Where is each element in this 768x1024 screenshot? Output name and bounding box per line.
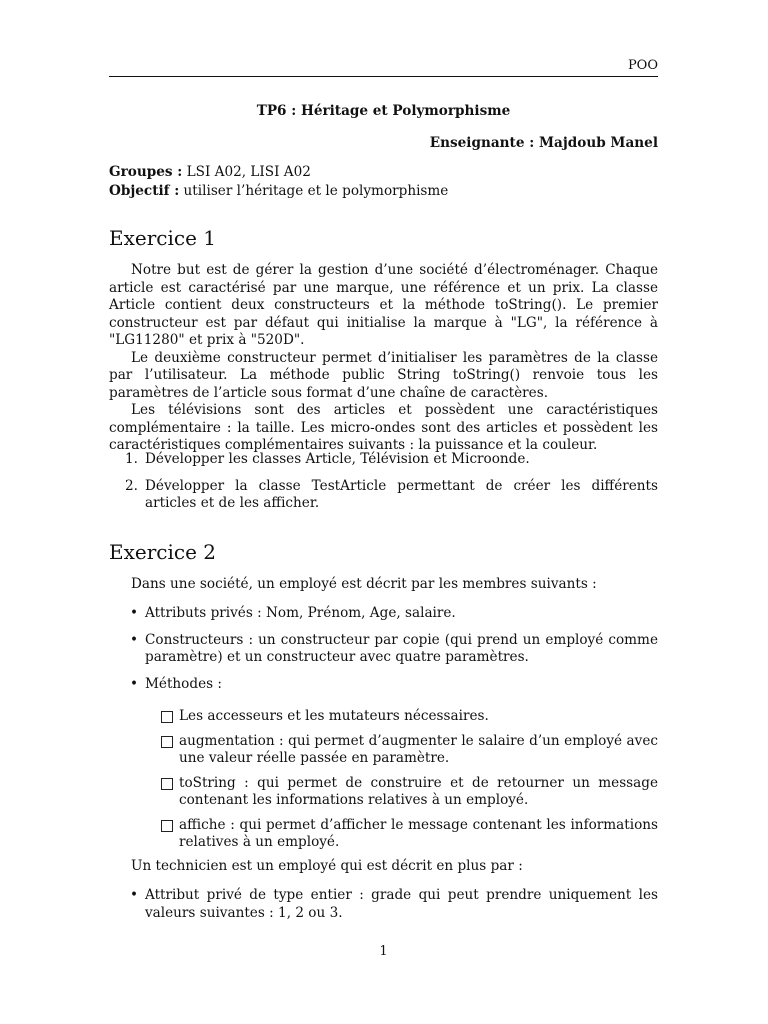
objective-value: utiliser l’héritage et le polymorphisme (179, 183, 449, 199)
item-number: 2. (125, 477, 138, 494)
groups-label: Groupes : (109, 164, 183, 180)
list-item (109, 451, 658, 469)
exercise-2-heading: Exercice 2 (109, 540, 216, 564)
technician-paragraph: Un technicien est un employé qui est décrit en plus par : (131, 858, 523, 874)
exercise-1-tasks (109, 451, 658, 522)
page-number: 1 (379, 944, 388, 959)
sublist-item (109, 733, 658, 768)
groups-value: LSI A02, LISI A02 (182, 164, 311, 180)
technician-members-list (109, 887, 658, 931)
exercise-2-intro (109, 576, 658, 594)
item-text: Les accesseurs et les mutateurs nécessaires. (179, 708, 489, 724)
groups-line (109, 163, 658, 182)
bullet-icon: • (130, 887, 139, 903)
list-item (109, 887, 658, 922)
item-number: 1. (125, 451, 138, 467)
course-name: POO (627, 58, 658, 73)
sublist-item (109, 708, 658, 726)
item-text: toString : qui permet de construire et de retourner un message contenant les informations relatives à un employé. (179, 774, 658, 808)
running-header (109, 56, 658, 77)
exercise-2-paragraph: Dans une société, un employé est décrit par les membres suivants : (131, 576, 597, 592)
teacher-name: Enseignante : Majdoub Manel (429, 135, 658, 151)
item-text: Méthodes : (145, 675, 222, 692)
item-text: Développer les classes Article, Télévision et Microonde. (145, 451, 530, 467)
checkbox-square-icon (161, 820, 173, 832)
methods-sublist (109, 708, 658, 859)
item-text: Attributs privés : Nom, Prénom, Age, salaire. (145, 605, 456, 621)
bullet-icon: • (130, 605, 139, 621)
list-item (109, 632, 658, 667)
checkbox-square-icon (161, 736, 173, 748)
employee-members-list (109, 605, 658, 702)
item-text: Développer la classe TestArticle permettant de créer les différents articles et de les afficher. (145, 477, 658, 511)
meta-block (109, 163, 658, 201)
bullet-icon: • (130, 631, 139, 648)
item-text: Attribut privé de type entier : grade qui peut prendre uniquement les valeurs suivantes : 1, 2 ou 3. (145, 887, 658, 921)
item-text: Constructeurs : un constructeur par copie (qui prend un employé comme paramètre) et un constructeur avec quatre paramètres. (145, 631, 658, 665)
sublist-item (109, 775, 658, 810)
objective-label: Objectif : (109, 183, 180, 199)
item-text: affiche : qui permet d’afficher le message contenant les informations relatives à un employé. (179, 816, 658, 850)
list-item (109, 478, 658, 513)
exercise-1-paragraph: Le deuxième constructeur permet d’initialiser les paramètres de la classe par l’utilisateur. La méthode public String toString() renvoie tous les paramètres de l’article sous format d’une chaîne de caractères. (109, 349, 658, 401)
objective-line (109, 182, 658, 201)
exercise-1-heading: Exercice 1 (109, 226, 216, 250)
technician-intro (109, 858, 658, 876)
document-title: TP6 : Héritage et Polymorphisme (256, 103, 511, 119)
checkbox-square-icon (161, 778, 173, 790)
list-item (109, 676, 658, 694)
bullet-icon: • (130, 675, 139, 692)
checkbox-square-icon (161, 711, 173, 723)
list-item (109, 605, 658, 623)
exercise-1-paragraph: Les télévisions sont des articles et possèdent une caractéristiques complémentaire : la taille. Les micro-ondes sont des articles et possèdent les caractéristiques complémentaires suivants : la puissance et la couleur. (109, 402, 658, 453)
sublist-item (109, 817, 658, 852)
item-text: augmentation : qui permet d’augmenter le salaire d’un employé avec une valeur réelle passée en paramètre. (179, 732, 658, 766)
exercise-1-text (109, 262, 658, 455)
exercise-1-paragraph: Notre but est de gérer la gestion d’une société d’électroménager. Chaque article est caractérisé par une marque, une référence et un prix. La classe Article contient deux constructeurs et la méthode toString(). Le premier constructeur est par défaut qui initialise la marque à "LG", la référence à "LG11280" et prix à "520D". (109, 262, 658, 348)
